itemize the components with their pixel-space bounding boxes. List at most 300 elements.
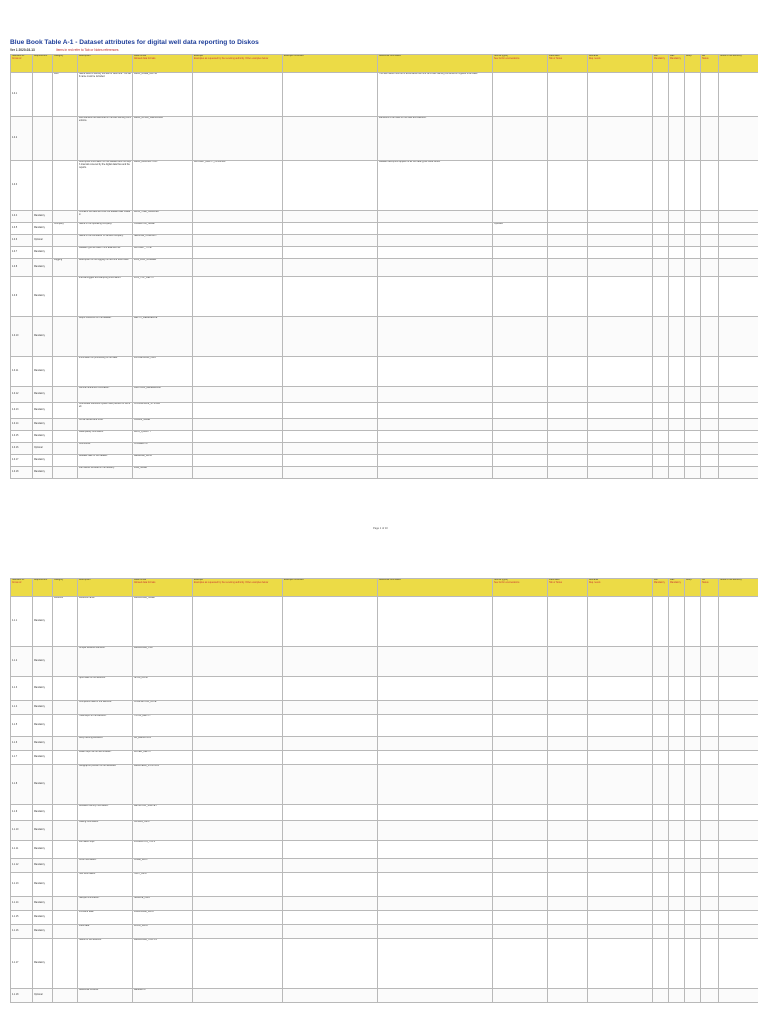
table-cell-id: 4.0.11 bbox=[11, 357, 33, 387]
column-header-note: See list for enumerations bbox=[494, 57, 520, 60]
table-cell-max bbox=[669, 455, 685, 467]
table-cell-fmt: DATA_QUALITY bbox=[133, 431, 193, 443]
column-header bbox=[53, 55, 78, 73]
table-cell-fmt: OPERATOR_NAME bbox=[133, 223, 193, 235]
table-cell-lbl bbox=[548, 939, 588, 989]
table-cell-req: Mandatory bbox=[33, 647, 53, 677]
table-cell-bill bbox=[701, 443, 719, 455]
table-cell-req: Mandatory bbox=[33, 873, 53, 897]
table-cell-cat bbox=[53, 859, 78, 873]
table-cell-ex bbox=[193, 911, 283, 925]
table-cell-ex2 bbox=[283, 701, 378, 715]
table-cell-ex2 bbox=[283, 455, 378, 467]
table-cell-ex bbox=[193, 259, 283, 277]
table-cell-src bbox=[493, 247, 548, 259]
table-cell-bill bbox=[701, 455, 719, 467]
table-cell-fmt: SAMPLE_INFO bbox=[133, 897, 193, 911]
table-header-row bbox=[11, 579, 759, 597]
table-cell-cat bbox=[53, 701, 78, 715]
table-cell-rem bbox=[588, 357, 653, 387]
table-cell-auth bbox=[719, 647, 759, 677]
table-cell-cat bbox=[53, 821, 78, 841]
table-cell-ex2 bbox=[283, 419, 378, 431]
table-cell-resp bbox=[685, 73, 701, 117]
table-cell-resp bbox=[685, 431, 701, 443]
table-cell-fmt: FILE_NAME bbox=[133, 467, 193, 479]
table-cell-req: Mandatory bbox=[33, 859, 53, 873]
column-header-label: Description bbox=[79, 55, 91, 57]
table-cell-min bbox=[653, 467, 669, 479]
table-cell-src bbox=[493, 805, 548, 821]
table-row bbox=[11, 897, 759, 911]
table-cell-max bbox=[669, 677, 685, 701]
table-cell-ex bbox=[193, 701, 283, 715]
table-cell-bill bbox=[701, 467, 719, 479]
table-cell-req: Mandatory bbox=[33, 715, 53, 737]
table-cell-bill bbox=[701, 821, 719, 841]
table-row bbox=[11, 467, 759, 479]
column-header-label: Requirement bbox=[34, 55, 48, 57]
table-cell-min bbox=[653, 737, 669, 751]
column-header bbox=[11, 55, 33, 73]
column-header-label: Additional information bbox=[379, 579, 402, 581]
footer-page-number: Page 1 of 10 bbox=[373, 527, 388, 530]
table-cell-ex bbox=[193, 419, 283, 431]
table-cell-resp bbox=[685, 317, 701, 357]
table-cell-lbl bbox=[548, 455, 588, 467]
table-cell-auth bbox=[719, 419, 759, 431]
column-header bbox=[719, 55, 759, 73]
table-cell-bill bbox=[701, 989, 719, 1003]
table-cell-max bbox=[669, 403, 685, 419]
table-cell-ex bbox=[193, 117, 283, 161]
table-cell-lbl bbox=[548, 873, 588, 897]
table-cell-rem bbox=[588, 317, 653, 357]
table-cell-resp bbox=[685, 117, 701, 161]
table-cell-src bbox=[493, 443, 548, 455]
table-cell-bill bbox=[701, 403, 719, 419]
table-cell-rem bbox=[588, 873, 653, 897]
table-cell-auth bbox=[719, 873, 759, 897]
table-cell-resp bbox=[685, 247, 701, 259]
table-row bbox=[11, 223, 759, 235]
table-cell-req: Mandatory bbox=[33, 597, 53, 647]
table-cell-min bbox=[653, 765, 669, 805]
table-cell-lbl bbox=[548, 805, 588, 821]
table-cell-ex bbox=[193, 467, 283, 479]
table-cell-desc: File names included in the delivery. bbox=[78, 467, 133, 479]
table-cell-req: Mandatory bbox=[33, 821, 53, 841]
table-cell-src bbox=[493, 841, 548, 859]
column-header bbox=[33, 579, 53, 597]
table-cell-info bbox=[378, 317, 493, 357]
table-cell-ex2 bbox=[283, 715, 378, 737]
table-cell-fmt: LOG_RUN_NUMBER bbox=[133, 259, 193, 277]
table-cell-ex2 bbox=[283, 989, 378, 1003]
table-cell-ex bbox=[193, 737, 283, 751]
table-cell-auth bbox=[719, 235, 759, 247]
column-header bbox=[653, 55, 669, 73]
table-cell-ex bbox=[193, 989, 283, 1003]
table-cell-src bbox=[493, 277, 548, 317]
table-cell-fmt: DATE_TIME_CREATED bbox=[133, 211, 193, 223]
table-cell-src bbox=[493, 939, 548, 989]
table-cell-info bbox=[378, 841, 493, 859]
table-cell-id: 4.1.10 bbox=[11, 821, 33, 841]
table-cell-id: 4.1.11 bbox=[11, 841, 33, 859]
table-cell-desc: Kelly bushing elevation. bbox=[78, 737, 133, 751]
table-cell-lbl bbox=[548, 467, 588, 479]
table-cell-fmt: SPUD_DATE bbox=[133, 677, 193, 701]
table-cell-ex2 bbox=[283, 647, 378, 677]
table-cell-auth bbox=[719, 805, 759, 821]
table-cell-min bbox=[653, 939, 669, 989]
table-cell-auth bbox=[719, 259, 759, 277]
table-cell-bill bbox=[701, 317, 719, 357]
table-cell-min bbox=[653, 223, 669, 235]
table-cell-ex bbox=[193, 821, 283, 841]
column-header bbox=[78, 55, 133, 73]
column-header bbox=[701, 55, 719, 73]
table-cell-ex bbox=[193, 455, 283, 467]
column-header-label: Max bbox=[670, 55, 675, 57]
table-cell-ex2 bbox=[283, 939, 378, 989]
table-cell-max bbox=[669, 73, 685, 117]
table-row bbox=[11, 117, 759, 161]
table-cell-info bbox=[378, 387, 493, 403]
table-cell-bill bbox=[701, 235, 719, 247]
table-cell-resp bbox=[685, 647, 701, 677]
column-header-label: Example bbox=[194, 579, 203, 581]
table-cell-bill bbox=[701, 223, 719, 235]
column-header-label: Bill bbox=[702, 55, 706, 57]
table-cell-cat bbox=[53, 715, 78, 737]
table-cell-auth bbox=[719, 403, 759, 419]
table-cell-ex: DATASET_DEPTH_INTERVAL bbox=[193, 161, 283, 211]
table-cell-rem bbox=[588, 597, 653, 647]
column-header-label: Field label bbox=[549, 579, 560, 581]
table-cell-req: Mandatory bbox=[33, 765, 53, 805]
table-cell-req: Mandatory bbox=[33, 419, 53, 431]
table-cell-req bbox=[33, 73, 53, 117]
table-cell-info bbox=[378, 235, 493, 247]
table-cell-min bbox=[653, 677, 669, 701]
column-header-note: Examples as requested by the receiving authority. Other examples below bbox=[194, 581, 269, 584]
table-cell-bill bbox=[701, 715, 719, 737]
table-cell-max bbox=[669, 737, 685, 751]
column-header-note: Mandatory bbox=[654, 57, 665, 60]
table-cell-max bbox=[669, 939, 685, 989]
column-header-note: Cross ref. bbox=[12, 581, 22, 584]
table-cell-ex bbox=[193, 597, 283, 647]
table-cell-req: Mandatory bbox=[33, 939, 53, 989]
table-cell-id: 4.1.13 bbox=[11, 873, 33, 897]
table-cell-auth bbox=[719, 247, 759, 259]
table-cell-rem bbox=[588, 897, 653, 911]
table-cell-lbl bbox=[548, 431, 588, 443]
table-cell-min bbox=[653, 235, 669, 247]
table-cell-fmt: LOG_TOP_DEPTH bbox=[133, 277, 193, 317]
table-cell-resp bbox=[685, 751, 701, 765]
table-cell-auth bbox=[719, 737, 759, 751]
table-cell-ex2 bbox=[283, 821, 378, 841]
column-header bbox=[133, 579, 193, 597]
table-cell-desc: Coordinate reference system and position of the well. bbox=[78, 403, 133, 419]
table-cell-rem bbox=[588, 467, 653, 479]
table-cell-id: 4.1.2 bbox=[11, 647, 33, 677]
table-cell-cat bbox=[53, 989, 78, 1003]
table-cell-auth bbox=[719, 859, 759, 873]
table-cell-max bbox=[669, 859, 685, 873]
table-cell-max bbox=[669, 117, 685, 161]
column-header-label: Min bbox=[654, 55, 658, 57]
table-cell-lbl bbox=[548, 841, 588, 859]
table-cell-rem bbox=[588, 235, 653, 247]
table-cell-fmt: DEVIATION_SURVEY bbox=[133, 805, 193, 821]
table-cell-max bbox=[669, 701, 685, 715]
table-cell-info bbox=[378, 467, 493, 479]
table-row bbox=[11, 73, 759, 117]
table-cell-desc: Contains the date and time the dataset was created. bbox=[78, 211, 133, 223]
table-cell-bill bbox=[701, 841, 719, 859]
table-cell-src bbox=[493, 259, 548, 277]
table-cell-min bbox=[653, 647, 669, 677]
table-cell-bill bbox=[701, 765, 719, 805]
table-cell-auth bbox=[719, 161, 759, 211]
table-cell-resp bbox=[685, 443, 701, 455]
table-cell-rem bbox=[588, 117, 653, 161]
table-cell-cat bbox=[53, 897, 78, 911]
table-header-row bbox=[11, 55, 759, 73]
table-cell-auth bbox=[719, 821, 759, 841]
table-cell-id: 4.1.7 bbox=[11, 751, 33, 765]
table-cell-min bbox=[653, 911, 669, 925]
table-cell-id: 4.1.6 bbox=[11, 737, 33, 751]
column-header bbox=[493, 579, 548, 597]
table-cell-info bbox=[378, 737, 493, 751]
table-cell-fmt: KB_ELEVATION bbox=[133, 737, 193, 751]
table-cell-max bbox=[669, 765, 685, 805]
table-cell-bill bbox=[701, 647, 719, 677]
table-cell-id: 4.1.5 bbox=[11, 715, 33, 737]
table-row bbox=[11, 805, 759, 821]
table-row bbox=[11, 259, 759, 277]
column-header-note: Allowed data formats bbox=[134, 581, 156, 584]
table-cell-req: Mandatory bbox=[33, 211, 53, 223]
table-cell-auth bbox=[719, 765, 759, 805]
table-row bbox=[11, 357, 759, 387]
table-cell-id: 4.0.16 bbox=[11, 443, 33, 455]
table-cell-id: 4.0.15 bbox=[11, 431, 33, 443]
column-header-note: Status bbox=[702, 57, 709, 60]
table-cell-rem bbox=[588, 211, 653, 223]
table-cell-src bbox=[493, 897, 548, 911]
table-cell-resp bbox=[685, 467, 701, 479]
table-cell-max bbox=[669, 751, 685, 765]
table-cell-ex bbox=[193, 357, 283, 387]
table-cell-ex2 bbox=[283, 211, 378, 223]
column-header-note: Req. levels bbox=[589, 581, 601, 584]
table-cell-resp bbox=[685, 911, 701, 925]
table-cell-auth bbox=[719, 467, 759, 479]
table-cell-ex bbox=[193, 223, 283, 235]
table-cell-id: 4.0.8 bbox=[11, 259, 33, 277]
table-cell-lbl bbox=[548, 859, 588, 873]
table-cell-bill bbox=[701, 431, 719, 443]
table-cell-max bbox=[669, 235, 685, 247]
table-cell-min bbox=[653, 597, 669, 647]
table-cell-auth bbox=[719, 223, 759, 235]
table-cell-req: Optional bbox=[33, 443, 53, 455]
table-cell-min bbox=[653, 431, 669, 443]
table-cell-lbl bbox=[548, 443, 588, 455]
table-cell-max bbox=[669, 259, 685, 277]
table-row bbox=[11, 247, 759, 259]
table-row bbox=[11, 841, 759, 859]
table-cell-ex2 bbox=[283, 873, 378, 897]
table-cell-rem bbox=[588, 223, 653, 235]
table-cell-desc: Test information. bbox=[78, 873, 133, 897]
column-header bbox=[193, 579, 283, 597]
table-cell-info bbox=[378, 277, 493, 317]
table-cell-ex bbox=[193, 751, 283, 765]
table-cell-auth bbox=[719, 277, 759, 317]
table-cell-ex bbox=[193, 765, 283, 805]
table-cell-resp bbox=[685, 841, 701, 859]
column-header-note: Mandatory bbox=[670, 581, 681, 584]
table-cell-ex2 bbox=[283, 247, 378, 259]
table-cell-fmt: DEPTH_REFERENCE bbox=[133, 317, 193, 357]
table-cell-rem bbox=[588, 259, 653, 277]
table-cell-lbl bbox=[548, 911, 588, 925]
table-cell-resp bbox=[685, 939, 701, 989]
table-cell-src bbox=[493, 859, 548, 873]
table-cell-auth bbox=[719, 989, 759, 1003]
table-cell-auth bbox=[719, 925, 759, 939]
table-cell-max bbox=[669, 317, 685, 357]
table-cell-lbl bbox=[548, 989, 588, 1003]
column-header-label: Remarks bbox=[589, 55, 599, 57]
table-cell-min bbox=[653, 259, 669, 277]
table-cell-auth bbox=[719, 751, 759, 765]
column-header-label: Example bbox=[194, 55, 203, 57]
table-cell-id: 4.1.3 bbox=[11, 677, 33, 701]
table-cell-info bbox=[378, 211, 493, 223]
column-header bbox=[588, 55, 653, 73]
table-cell-bill bbox=[701, 247, 719, 259]
table-cell-fmt: DATASET_TYPE bbox=[133, 247, 193, 259]
table-cell-desc: Name of the operating company. bbox=[78, 223, 133, 235]
column-header bbox=[283, 579, 378, 597]
table-cell-rem bbox=[588, 859, 653, 873]
table-cell-fmt: PRESSURE_DATA bbox=[133, 911, 193, 925]
table-cell-info: Dataset description applies to all the data types listed below. bbox=[378, 161, 493, 211]
table-cell-req: Optional bbox=[33, 989, 53, 1003]
table-cell-desc: Spud date of the wellbore. bbox=[78, 677, 133, 701]
table-cell-cat bbox=[53, 751, 78, 765]
column-header-label: Notes to the authority bbox=[720, 579, 742, 581]
table-cell-bill bbox=[701, 925, 719, 939]
table-cell-min bbox=[653, 357, 669, 387]
table-cell-id: 4.0.18 bbox=[11, 467, 33, 479]
table-cell-max bbox=[669, 431, 685, 443]
table-cell-ex2 bbox=[283, 357, 378, 387]
table-cell-rem bbox=[588, 751, 653, 765]
table-cell-req bbox=[33, 161, 53, 211]
table-cell-cat bbox=[53, 211, 78, 223]
table-cell-ex2 bbox=[283, 925, 378, 939]
table-cell-lbl bbox=[548, 223, 588, 235]
table-cell-ex bbox=[193, 841, 283, 859]
table-cell-info bbox=[378, 925, 493, 939]
table-row bbox=[11, 419, 759, 431]
table-cell-bill bbox=[701, 161, 719, 211]
table-cell-info bbox=[378, 455, 493, 467]
table-cell-fmt: WELLBORE_NAME bbox=[133, 597, 193, 647]
table-row bbox=[11, 403, 759, 419]
table-cell-resp bbox=[685, 859, 701, 873]
table-cell-desc: Deviation survey information. bbox=[78, 805, 133, 821]
table-cell-req: Mandatory bbox=[33, 701, 53, 715]
table-cell-id: 4.0.14 bbox=[11, 419, 33, 431]
table-cell-resp bbox=[685, 737, 701, 751]
table-cell-id: 4.0.3 bbox=[11, 161, 33, 211]
attributes-table-page-1 bbox=[10, 54, 758, 479]
table-cell-desc: Formation tops. bbox=[78, 841, 133, 859]
column-header bbox=[685, 55, 701, 73]
document-page-2 bbox=[10, 578, 758, 1024]
table-cell-auth bbox=[719, 715, 759, 737]
table-cell-info bbox=[378, 677, 493, 701]
table-cell-id: 4.0.6 bbox=[11, 235, 33, 247]
table-row bbox=[11, 911, 759, 925]
table-cell-info bbox=[378, 357, 493, 387]
table-cell-fmt: WELL_DESCRIPTION bbox=[133, 161, 193, 211]
table-cell-req: Mandatory bbox=[33, 223, 53, 235]
table-cell-max bbox=[669, 357, 685, 387]
table-cell-req: Mandatory bbox=[33, 897, 53, 911]
column-header-label: Min bbox=[654, 579, 658, 581]
column-header-label: Bill bbox=[702, 579, 706, 581]
table-cell-bill bbox=[701, 737, 719, 751]
table-cell-id: 4.1.1 bbox=[11, 597, 33, 647]
column-header-note: See list for enumerations bbox=[494, 581, 520, 584]
table-cell-ex2 bbox=[283, 751, 378, 765]
table-cell-max bbox=[669, 715, 685, 737]
table-cell-ex bbox=[193, 211, 283, 223]
table-cell-min bbox=[653, 925, 669, 939]
table-cell-auth bbox=[719, 701, 759, 715]
table-cell-rem bbox=[588, 419, 653, 431]
table-cell-cat bbox=[53, 431, 78, 443]
table-cell-ex2 bbox=[283, 443, 378, 455]
table-cell-rem bbox=[588, 841, 653, 859]
table-cell-min bbox=[653, 403, 669, 419]
table-cell-lbl bbox=[548, 161, 588, 211]
table-cell-cat bbox=[53, 647, 78, 677]
table-cell-req: Mandatory bbox=[33, 357, 53, 387]
table-cell-resp bbox=[685, 715, 701, 737]
table-cell-src: Operator bbox=[493, 223, 548, 235]
table-cell-ex2 bbox=[283, 259, 378, 277]
table-cell-ex bbox=[193, 317, 283, 357]
table-cell-lbl bbox=[548, 317, 588, 357]
table-cell-fmt: WELLHEAD_POSITION bbox=[133, 765, 193, 805]
table-cell-auth bbox=[719, 939, 759, 989]
table-cell-resp bbox=[685, 211, 701, 223]
table-cell-req: Mandatory bbox=[33, 925, 53, 939]
table-cell-max bbox=[669, 387, 685, 403]
